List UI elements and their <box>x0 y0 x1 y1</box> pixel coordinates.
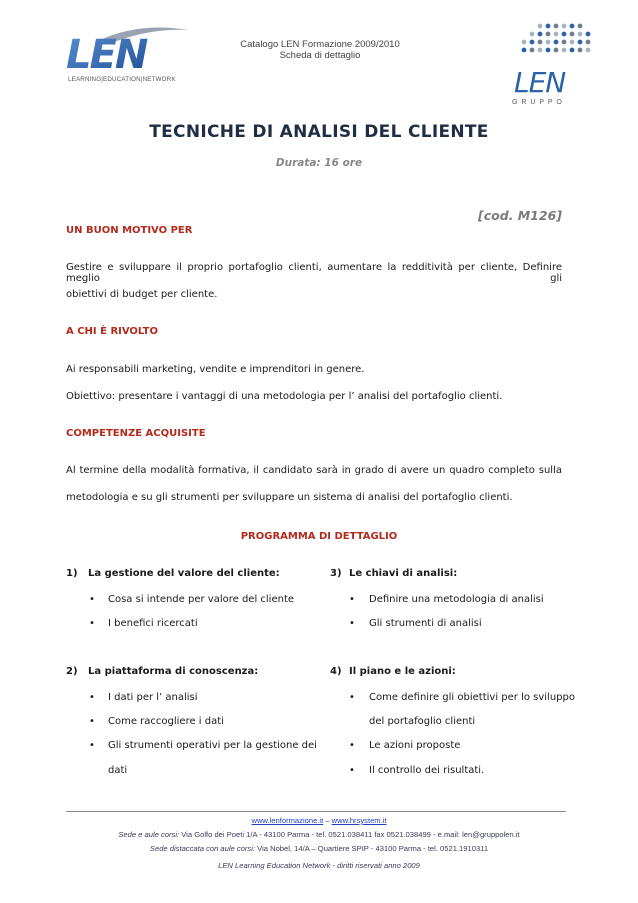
logo-dot <box>554 32 559 37</box>
module-heading: Il piano e le azioni: <box>349 666 456 677</box>
logo-dot <box>538 40 543 45</box>
logo-dot <box>586 48 591 53</box>
bullet-icon: • <box>349 692 355 703</box>
logo-dot <box>522 40 527 45</box>
module-number: 4) <box>330 666 342 677</box>
logo-dot <box>538 48 543 53</box>
bullet-icon: • <box>89 716 95 727</box>
logo-dot <box>570 32 575 37</box>
logo-dot <box>522 48 527 53</box>
module-heading: Le chiavi di analisi: <box>349 568 458 579</box>
bullet-icon: • <box>89 740 95 751</box>
logo-dot <box>546 32 551 37</box>
module-bullet: Come definire gli obiettivi per lo sviluppo <box>369 692 575 703</box>
logo-dot <box>554 40 559 45</box>
bullet-icon: • <box>89 692 95 703</box>
motivo-line-1: Gestire e sviluppare il proprio portafoglio clienti, aumentare la redditività per cliente, Definire meglio gli <box>66 262 562 284</box>
logo-dot <box>586 32 591 37</box>
logo-dot <box>578 48 583 53</box>
logo-dot <box>562 32 567 37</box>
logo-dot <box>530 48 535 53</box>
footer-links <box>0 816 638 825</box>
logo-dot <box>570 40 575 45</box>
module-bullet-continuation: del portafoglio clienti <box>369 716 476 727</box>
course-code: [cod. M126] <box>477 208 562 223</box>
module-bullet: Le azioni proposte <box>369 740 461 751</box>
bullet-icon: • <box>349 618 355 629</box>
module-bullet: I benefici ricercati <box>108 618 198 629</box>
module-bullet: Come raccogliere i dati <box>108 716 224 727</box>
bullet-icon: • <box>349 765 355 776</box>
course-title: TECNICHE DI ANALISI DEL CLIENTE <box>149 122 489 142</box>
module-bullet: Il controllo dei risultati. <box>369 765 485 776</box>
len-logo-graphic <box>62 24 194 86</box>
module-bullet: Gli strumenti operativi per la gestione dei <box>108 740 317 751</box>
logo-dot <box>578 32 583 37</box>
program-title: PROGRAMMA DI DETTAGLIO <box>240 531 398 542</box>
footer-address-secondary <box>0 844 638 853</box>
footer-address-main-text: Via Golfo dei Poeti 1/A - 43100 Parma - tel. 0521.038411 fax 0521.038499 - e.mail: len@gruppolen.it <box>179 830 520 839</box>
footer-link-separator: – <box>323 816 332 825</box>
logo-dot <box>530 40 535 45</box>
section-heading-motivo: UN BUON MOTIVO PER <box>66 225 193 236</box>
footer-address-secondary-label: Sede distaccata con aule corsi: <box>149 844 256 853</box>
section-heading-competenze: COMPETENZE ACQUISITE <box>66 428 206 439</box>
svg-text:LEN: LEN <box>514 66 566 99</box>
footer-address-main-label: Sede e aule corsi: <box>118 830 180 839</box>
logo-dot <box>562 24 567 29</box>
logo-dot <box>554 48 559 53</box>
len-logo <box>62 24 194 86</box>
catalog-line: Catalogo LEN Formazione 2009/2010 <box>240 39 400 50</box>
course-duration: Durata: 16 ore <box>275 157 363 169</box>
link-hrsystem[interactable]: www.hrsystem.it <box>331 816 387 825</box>
svg-text:LEN: LEN <box>66 32 147 78</box>
section-heading-rivolto: A CHI È RIVOLTO <box>66 326 158 337</box>
logo-dot <box>578 40 583 45</box>
bullet-icon: • <box>89 618 95 629</box>
len-gruppo-logo <box>508 20 604 106</box>
bullet-icon: • <box>89 594 95 605</box>
bullet-icon: • <box>349 740 355 751</box>
module-heading: La piattaforma di conoscenza: <box>88 666 259 677</box>
len-gruppo-graphic <box>508 20 604 106</box>
rivolto-line-1: Ai responsabili marketing, vendite e imprenditori in genere. <box>66 364 365 375</box>
gruppo-label: G R U P P O <box>512 99 563 106</box>
module-bullet: Definire una metodologia di analisi <box>369 594 544 605</box>
module-bullet: Gli strumenti di analisi <box>369 618 482 629</box>
footer-copyright: LEN Learning Education Network - diritti riservati anno 2009 <box>218 861 420 870</box>
module-bullet-continuation: dati <box>108 765 128 776</box>
module-number: 3) <box>330 568 342 579</box>
logo-dot <box>570 24 575 29</box>
logo-dot <box>586 40 591 45</box>
logo-dot <box>546 48 551 53</box>
logo-dot <box>546 24 551 29</box>
logo-dot <box>538 24 543 29</box>
rivolto-line-2: Obiettivo: presentare i vantaggi di una metodologia per l’ analisi del portafoglio clienti. <box>66 391 503 402</box>
competenze-line-2: metodologia e su gli strumenti per sviluppare un sistema di analisi del portafoglio clienti. <box>66 492 513 503</box>
logo-dot <box>570 48 575 53</box>
footer-address-secondary-text: Via Nobel, 14/A – Quartiere SPIP - 43100 Parma - tel. 0521.1910311 <box>255 844 489 853</box>
module-number: 2) <box>66 666 78 677</box>
footer-divider <box>66 811 566 812</box>
logo-dot <box>538 32 543 37</box>
link-lenformazione[interactable]: www.lenformazione.it <box>251 816 324 825</box>
motivo-line-2: obiettivi di budget per cliente. <box>66 289 218 300</box>
footer-address-main <box>0 830 638 839</box>
logo-dot <box>562 48 567 53</box>
logo-dot <box>530 32 535 37</box>
logo-dot <box>562 40 567 45</box>
detail-line: Scheda di dettaglio <box>279 50 361 61</box>
len-logo-tagline: LEARNING|EDUCATION|NETWORK <box>68 76 176 83</box>
module-bullet: Cosa si intende per valore del cliente <box>108 594 295 605</box>
module-bullet: I dati per l’ analisi <box>108 692 198 703</box>
bullet-icon: • <box>349 594 355 605</box>
logo-dot <box>546 40 551 45</box>
competenze-line-1: Al termine della modalità formativa, il candidato sarà in grado di avere un quadro completo sulla <box>66 465 562 476</box>
logo-dot <box>578 24 583 29</box>
module-heading: La gestione del valore del cliente: <box>88 568 280 579</box>
logo-dot <box>554 24 559 29</box>
module-number: 1) <box>66 568 78 579</box>
